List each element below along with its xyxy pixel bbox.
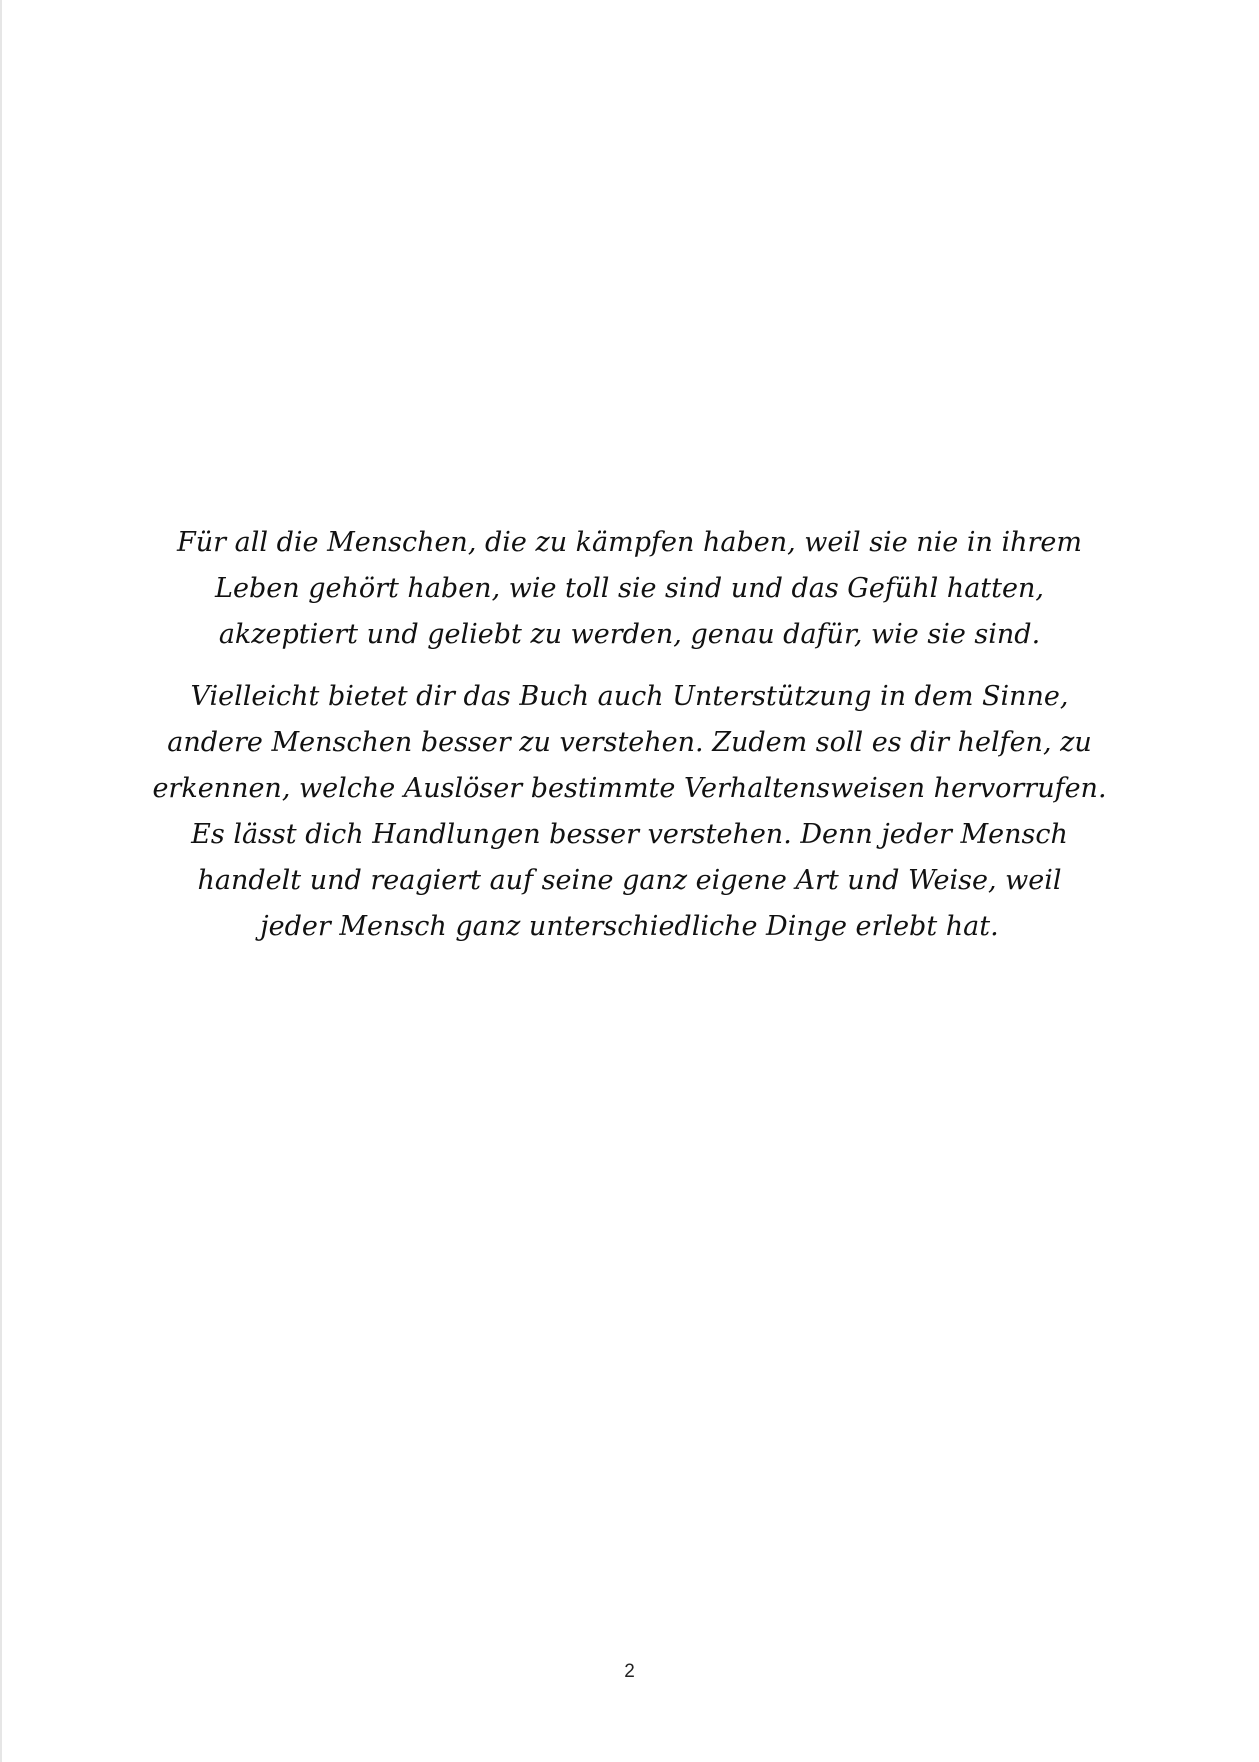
text-line: Leben gehört haben, wie toll sie sind und das Gefühl hatten, xyxy=(215,573,1044,604)
paragraph-spacer xyxy=(120,658,1139,674)
text-line: Vielleicht bietet dir das Buch auch Unterstützung in dem Sinne, xyxy=(190,681,1069,712)
text-line: erkennen, welche Auslöser bestimmte Verhaltensweisen hervorrufen. xyxy=(152,773,1107,804)
dedication-paragraph-2 xyxy=(120,674,1139,950)
text-line: andere Menschen besser zu verstehen. Zudem soll es dir helfen, zu xyxy=(167,727,1092,758)
page-number: 2 xyxy=(624,1661,635,1682)
text-line: Es lässt dich Handlungen besser verstehen. Denn jeder Mensch xyxy=(191,819,1068,850)
dedication-text xyxy=(120,520,1139,950)
text-line: Für all die Menschen, die zu kämpfen haben, weil sie nie in ihrem xyxy=(177,527,1082,558)
page-edge xyxy=(0,0,2,1762)
text-line: handelt und reagiert auf seine ganz eigene Art und Weise, weil xyxy=(197,865,1062,896)
text-line: akzeptiert und geliebt zu werden, genau dafür, wie sie sind. xyxy=(218,619,1041,650)
text-line: jeder Mensch ganz unterschiedliche Dinge erlebt hat. xyxy=(260,911,999,942)
dedication-paragraph-1 xyxy=(120,520,1139,658)
